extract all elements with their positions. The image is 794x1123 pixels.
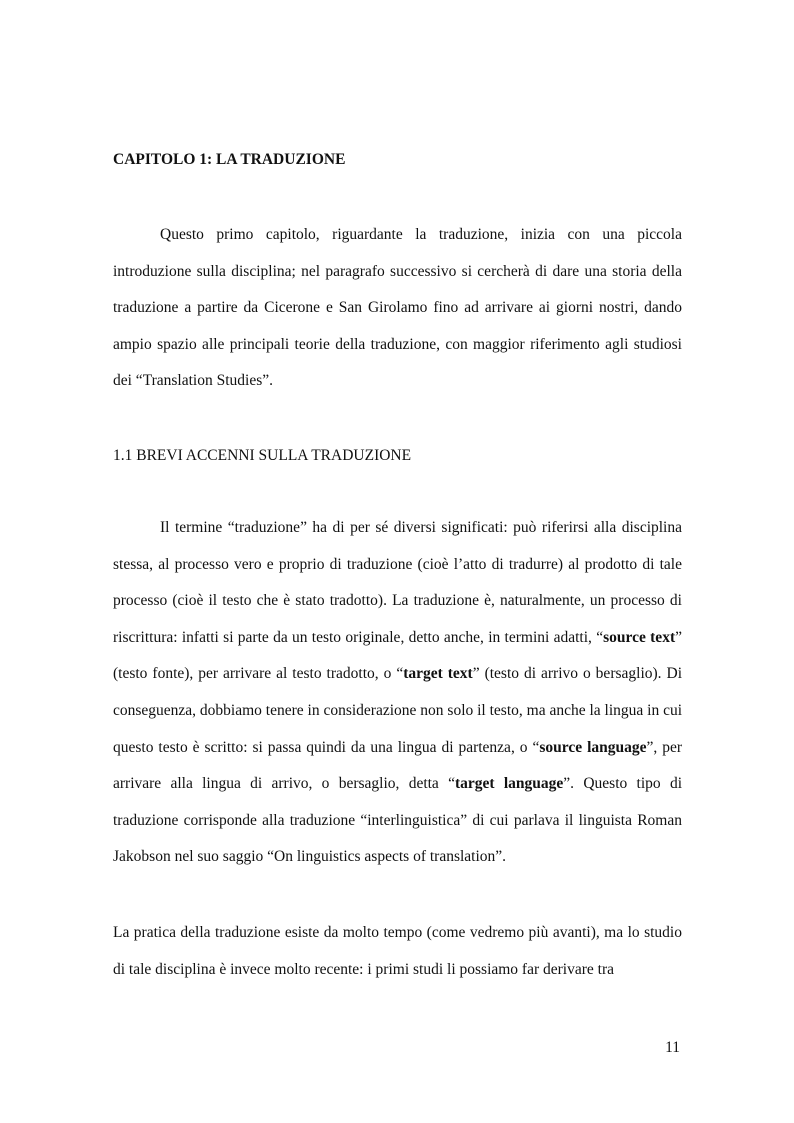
chapter-title: CAPITOLO 1: LA TRADUZIONE <box>113 151 346 168</box>
term-source-language: source language <box>539 738 647 756</box>
practice-paragraph: La pratica della traduzione esiste da molto tempo (come vedremo più avanti), ma lo studio di tale disciplina è invece molto recente: i primi studi li possiamo far derivare tra <box>113 924 682 978</box>
terms-text-2: ” (testo fonte), per arrivare al testo tradotto, o “ <box>113 628 682 683</box>
terms-text-5: ”. Questo tipo di traduzione corrisponde alla traduzione “interlinguistica” di cui parlava il linguista Roman Jakobson nel suo saggio “On linguistics aspects of translation”. <box>113 775 682 866</box>
intro-paragraph: Questo primo capitolo, riguardante la traduzione, inizia con una piccola introduzione sulla disciplina; nel paragrafo successivo si cercherà di dare una storia della traduzione a partire da Cicerone e San Girolamo fino ad arrivare ai giorni nostri, dando ampio spazio alle principali teorie della traduzione, con maggior riferimento agli studiosi dei “Translation Studies”. <box>113 226 682 390</box>
page-number: 11 <box>665 1039 680 1056</box>
term-source-text: source text <box>603 628 676 646</box>
terms-paragraph <box>113 510 682 876</box>
terms-text-3: ” (testo di arrivo o bersaglio). Di conseguenza, dobbiamo tenere in considerazione non solo il testo, ma anche la lingua in cui questo testo è scritto: si passa quindi da una lingua di partenza, o “ <box>113 665 683 756</box>
terms-text-1: Il termine “traduzione” ha di per sé diversi significati: può riferirsi alla disciplina stessa, al processo vero e proprio di traduzione (cioè l’atto di tradurre) al prodotto di tale processo (cioè il testo che è stato tradotto). La traduzione è, naturalmente, un processo di riscrittura: infatti si parte da un testo originale, detto anche, in termini adatti, “ <box>113 519 682 646</box>
term-target-text: target text <box>403 665 473 683</box>
section-title: 1.1 BREVI ACCENNI SULLA TRADUZIONE <box>113 447 412 464</box>
term-target-language: target language <box>454 775 564 793</box>
terms-text-4: ”, per arrivare alla lingua di arrivo, o bersaglio, detta “ <box>113 738 682 793</box>
